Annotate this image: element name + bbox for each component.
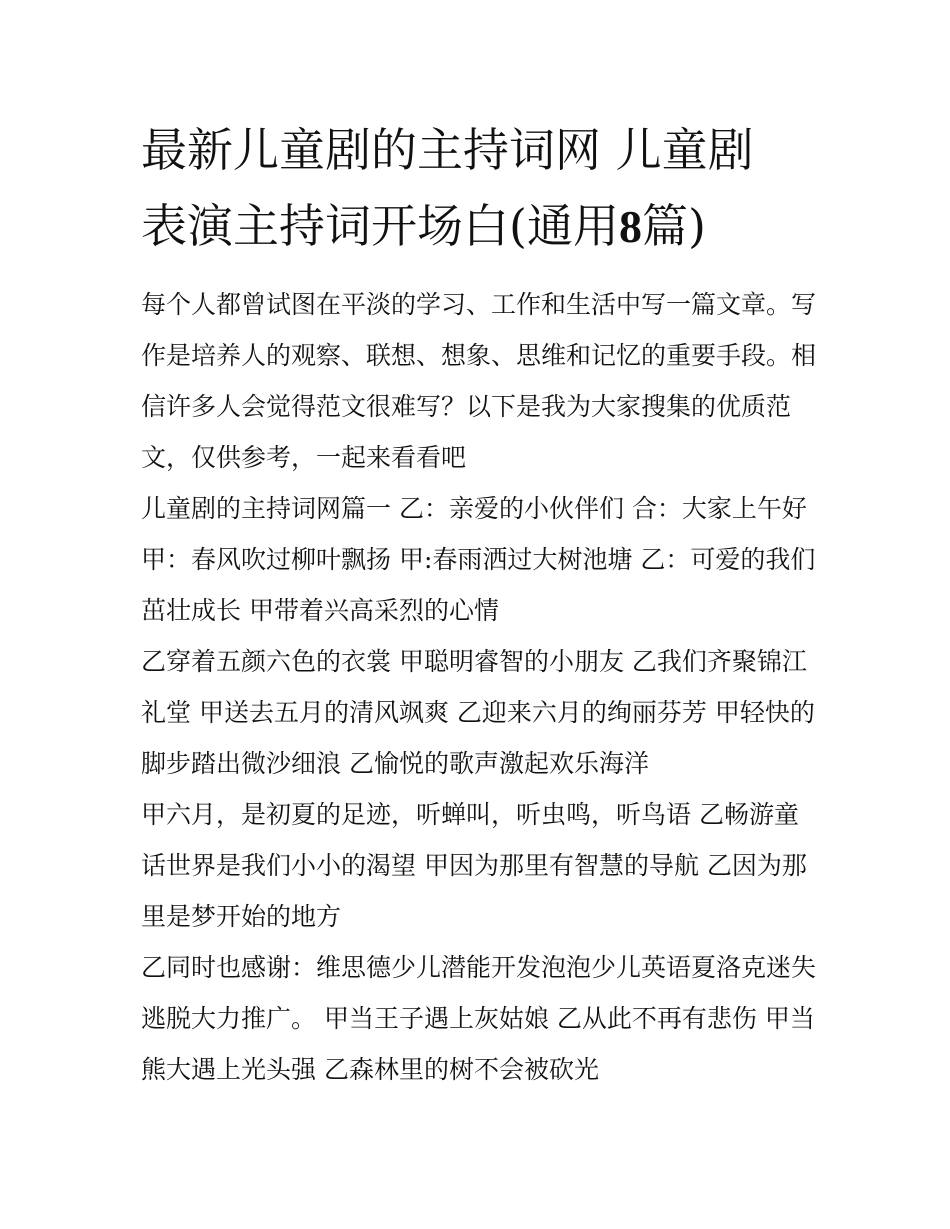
paragraph-intro [141, 279, 817, 483]
paragraph-line: 儿童剧的主持词网篇一 乙：亲爱的小伙伴们 合：大家上午好 [141, 494, 807, 523]
paragraph-line: 熊大遇上光头强 乙森林里的树不会被砍光 [141, 1055, 599, 1084]
title-line-2-start: 表演主持词开场白( [141, 199, 527, 253]
title-line-2 [141, 188, 811, 265]
paragraph-line: 甲六月，是初夏的足迹，听蝉叫，听虫鸣，听鸟语 乙畅游童 [141, 800, 799, 829]
paragraph-line: 礼堂 甲送去五月的清风飒爽 乙迎来六月的绚丽芬芳 甲轻快的 [141, 698, 815, 727]
paragraph-line: 乙同时也感谢：维思德少儿潜能开发泡泡少儿英语夏洛克迷失 [141, 953, 817, 982]
paragraph-line: 逃脱大力推广。 甲当王子遇上灰姑娘 乙从此不再有悲伤 甲当 [141, 1004, 815, 1033]
title-line-2-end: ) [687, 199, 706, 253]
title-line-1: 最新儿童剧的主持词网 儿童剧 [141, 123, 754, 177]
paragraph-line: 脚步踏出微沙细浪 乙愉悦的歌声激起欢乐海洋 [141, 749, 649, 778]
paragraph-script-2 [141, 636, 815, 789]
paragraph-line: 茁壮成长 甲带着兴高采烈的心情 [141, 596, 499, 625]
paragraph-line: 每个人都曾试图在平淡的学习、工作和生活中写一篇文章。写 [141, 290, 817, 319]
paragraph-line: 乙穿着五颜六色的衣裳 甲聪明睿智的小朋友 乙我们齐聚锦江 [141, 647, 807, 676]
title-line-2-unit: 篇 [641, 199, 688, 253]
paragraph-script-3 [141, 789, 811, 942]
document-title [141, 112, 811, 265]
paragraph-line: 信许多人会觉得范文很难写？以下是我为大家搜集的优质范 [141, 392, 792, 421]
paragraph-script-1 [141, 483, 816, 636]
document-body [141, 112, 817, 1095]
title-count: 8 [618, 201, 642, 252]
paragraph-script-4 [141, 942, 817, 1095]
paragraph-line: 甲：春风吹过柳叶飘扬 甲:春雨洒过大树池塘 乙：可爱的我们 [141, 545, 816, 574]
title-line-2-word: 通用 [526, 199, 619, 253]
paragraph-line: 里是梦开始的地方 [141, 902, 342, 931]
paragraph-line: 话世界是我们小小的渴望 甲因为那里有智慧的导航 乙因为那 [141, 851, 807, 880]
paragraph-line: 文，仅供参考，一起来看看吧 [141, 443, 467, 472]
paragraph-line: 作是培养人的观察、联想、想象、思维和记忆的重要手段。相 [141, 341, 817, 370]
